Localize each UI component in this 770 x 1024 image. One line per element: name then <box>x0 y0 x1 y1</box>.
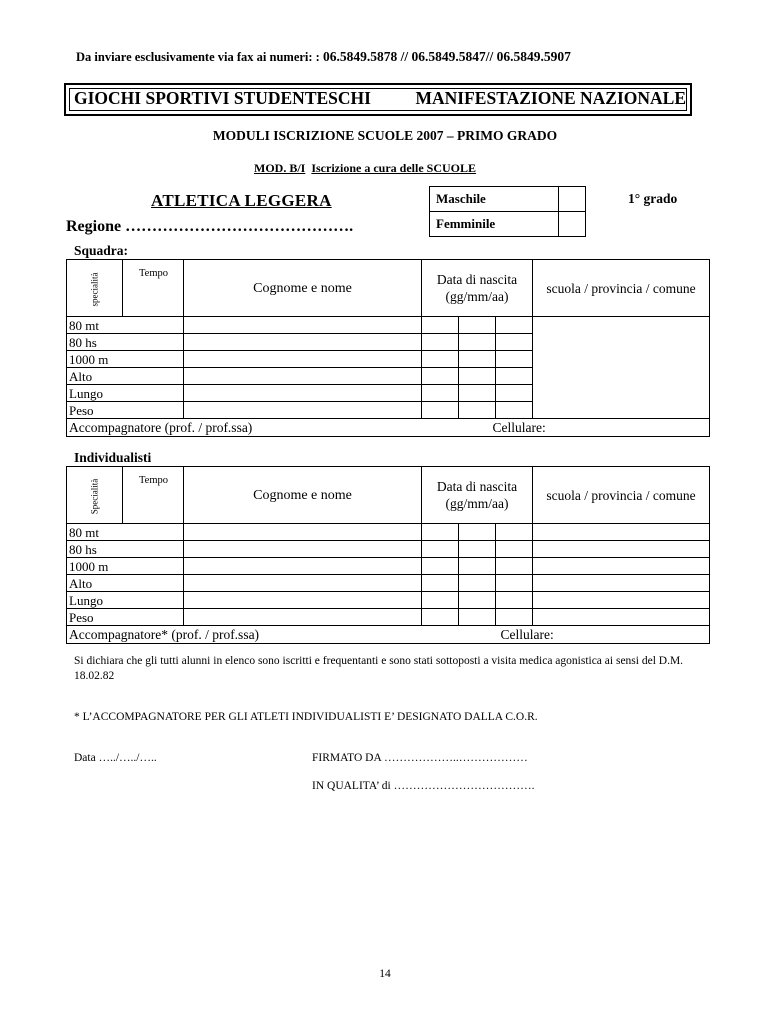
fax-numbers: 06.5849.5878 // 06.5849.5847// 06.5849.5907 <box>322 49 571 64</box>
fax-label: Da inviare esclusivamente via fax ai numeri: : <box>76 50 320 64</box>
title-right: MANIFESTAZIONE NAZIONALE <box>415 88 686 108</box>
companion-row[interactable] <box>67 626 710 644</box>
year-cell[interactable] <box>496 334 533 351</box>
event-label: 80 mt <box>67 317 184 334</box>
table-row[interactable] <box>67 558 710 575</box>
companion-note: * L’ACCOMPAGNATORE PER GLI ATLETI INDIVIDUALISTI E’ DESIGNATO DALLA C.O.R. <box>74 711 538 723</box>
companion-cell[interactable] <box>67 626 710 644</box>
day-cell[interactable] <box>422 592 459 609</box>
month-cell[interactable] <box>459 351 496 368</box>
gender-female-checkbox[interactable] <box>559 212 586 237</box>
birthdate-header: Data di nascita (gg/mm/aa) <box>422 467 533 524</box>
specialty-header: specialità <box>67 260 123 317</box>
form-subtitle: MODULI ISCRIZIONE SCUOLE 2007 – PRIMO GRADO <box>212 128 558 143</box>
name-cell[interactable] <box>184 317 422 334</box>
year-cell[interactable] <box>496 317 533 334</box>
companion-row[interactable] <box>67 419 710 437</box>
table-row[interactable] <box>67 524 710 541</box>
gender-female-label: Femminile <box>430 212 559 237</box>
name-cell[interactable] <box>184 575 422 592</box>
month-cell[interactable] <box>459 334 496 351</box>
school-cell[interactable] <box>533 317 710 419</box>
name-cell[interactable] <box>184 334 422 351</box>
table-row[interactable] <box>67 609 710 626</box>
sport-title: ATLETICA LEGGERA <box>151 191 332 210</box>
module-code <box>254 161 476 176</box>
fax-instructions <box>76 49 571 65</box>
gender-selection <box>429 186 586 237</box>
individuals-table <box>66 466 710 644</box>
title-box <box>64 83 692 116</box>
medical-declaration: Si dichiara che gli tutti alunni in elenco sono iscritti e frequentanti e sono stati sottoposti a visita medica agonistica ai sensi del D.M. 18.02.82 <box>74 655 684 682</box>
module-code-label: MOD. B/I <box>254 161 306 175</box>
month-cell[interactable] <box>459 558 496 575</box>
day-cell[interactable] <box>422 368 459 385</box>
companion-cell[interactable] <box>67 419 710 437</box>
date-field[interactable]: Data …../…../….. <box>74 752 157 764</box>
day-cell[interactable] <box>422 575 459 592</box>
name-header: Cognome e nome <box>184 467 422 524</box>
school-header: scuola / provincia / comune <box>533 260 710 317</box>
year-cell[interactable] <box>496 524 533 541</box>
signed-by-field[interactable]: FIRMATO DA ………………..……………… <box>312 752 528 764</box>
year-cell[interactable] <box>496 592 533 609</box>
month-cell[interactable] <box>459 609 496 626</box>
year-cell[interactable] <box>496 368 533 385</box>
name-cell[interactable] <box>184 524 422 541</box>
school-cell[interactable] <box>533 592 710 609</box>
school-cell[interactable] <box>533 541 710 558</box>
day-cell[interactable] <box>422 558 459 575</box>
school-cell[interactable] <box>533 609 710 626</box>
time-header: Tempo <box>123 467 184 524</box>
team-table-header <box>67 260 710 317</box>
event-label: Lungo <box>67 592 184 609</box>
year-cell[interactable] <box>496 402 533 419</box>
school-header: scuola / provincia / comune <box>533 467 710 524</box>
event-label: 80 mt <box>67 524 184 541</box>
specialty-header: Specialità <box>67 467 123 524</box>
table-row[interactable] <box>67 575 710 592</box>
month-cell[interactable] <box>459 575 496 592</box>
year-cell[interactable] <box>496 351 533 368</box>
event-label: Alto <box>67 368 184 385</box>
gender-male-label: Maschile <box>430 187 559 212</box>
time-header: Tempo <box>123 260 184 317</box>
day-cell[interactable] <box>422 402 459 419</box>
event-label: 80 hs <box>67 541 184 558</box>
year-cell[interactable] <box>496 558 533 575</box>
region-field[interactable]: Regione ……………………………………. <box>66 218 354 235</box>
day-cell[interactable] <box>422 609 459 626</box>
day-cell[interactable] <box>422 541 459 558</box>
gender-male-checkbox[interactable] <box>559 187 586 212</box>
name-cell[interactable] <box>184 385 422 402</box>
team-table <box>66 259 710 437</box>
day-cell[interactable] <box>422 317 459 334</box>
name-cell[interactable] <box>184 351 422 368</box>
month-cell[interactable] <box>459 524 496 541</box>
companion-label: Accompagnatore (prof. / prof.ssa) <box>69 420 253 435</box>
individuals-table-header <box>67 467 710 524</box>
year-cell[interactable] <box>496 385 533 402</box>
mobile-label: Cellulare: <box>500 627 554 642</box>
event-label: Peso <box>67 402 184 419</box>
event-label: Lungo <box>67 385 184 402</box>
name-cell[interactable] <box>184 541 422 558</box>
day-cell[interactable] <box>422 385 459 402</box>
title-left: GIOCHI SPORTIVI STUDENTESCHI <box>74 88 371 108</box>
month-cell[interactable] <box>459 402 496 419</box>
year-cell[interactable] <box>496 575 533 592</box>
name-header: Cognome e nome <box>184 260 422 317</box>
event-label: 1000 m <box>67 558 184 575</box>
name-cell[interactable] <box>184 368 422 385</box>
page-number: 14 <box>379 968 391 980</box>
month-cell[interactable] <box>459 368 496 385</box>
month-cell[interactable] <box>459 385 496 402</box>
month-cell[interactable] <box>459 541 496 558</box>
team-section-label: Squadra: <box>74 243 129 258</box>
event-label: 80 hs <box>67 334 184 351</box>
module-description: Iscrizione a cura delle SCUOLE <box>311 161 476 175</box>
school-cell[interactable] <box>533 558 710 575</box>
school-cell[interactable] <box>533 575 710 592</box>
event-label: 1000 m <box>67 351 184 368</box>
event-label: Alto <box>67 575 184 592</box>
table-row[interactable] <box>67 317 710 334</box>
day-cell[interactable] <box>422 524 459 541</box>
individuals-section-label: Individualisti <box>74 450 152 465</box>
birthdate-header: Data di nascita (gg/mm/aa) <box>422 260 533 317</box>
name-cell[interactable] <box>184 609 422 626</box>
day-cell[interactable] <box>422 334 459 351</box>
school-cell[interactable] <box>533 524 710 541</box>
event-label: Peso <box>67 609 184 626</box>
role-field[interactable]: IN QUALITA’ di ………………………………. <box>312 780 535 792</box>
month-cell[interactable] <box>459 592 496 609</box>
table-row[interactable] <box>67 541 710 558</box>
name-cell[interactable] <box>184 402 422 419</box>
name-cell[interactable] <box>184 592 422 609</box>
companion-label: Accompagnatore* (prof. / prof.ssa) <box>69 627 260 642</box>
year-cell[interactable] <box>496 541 533 558</box>
name-cell[interactable] <box>184 558 422 575</box>
mobile-label: Cellulare: <box>492 420 546 435</box>
grade-label: 1° grado <box>628 191 678 206</box>
day-cell[interactable] <box>422 351 459 368</box>
table-row[interactable] <box>67 592 710 609</box>
year-cell[interactable] <box>496 609 533 626</box>
month-cell[interactable] <box>459 317 496 334</box>
